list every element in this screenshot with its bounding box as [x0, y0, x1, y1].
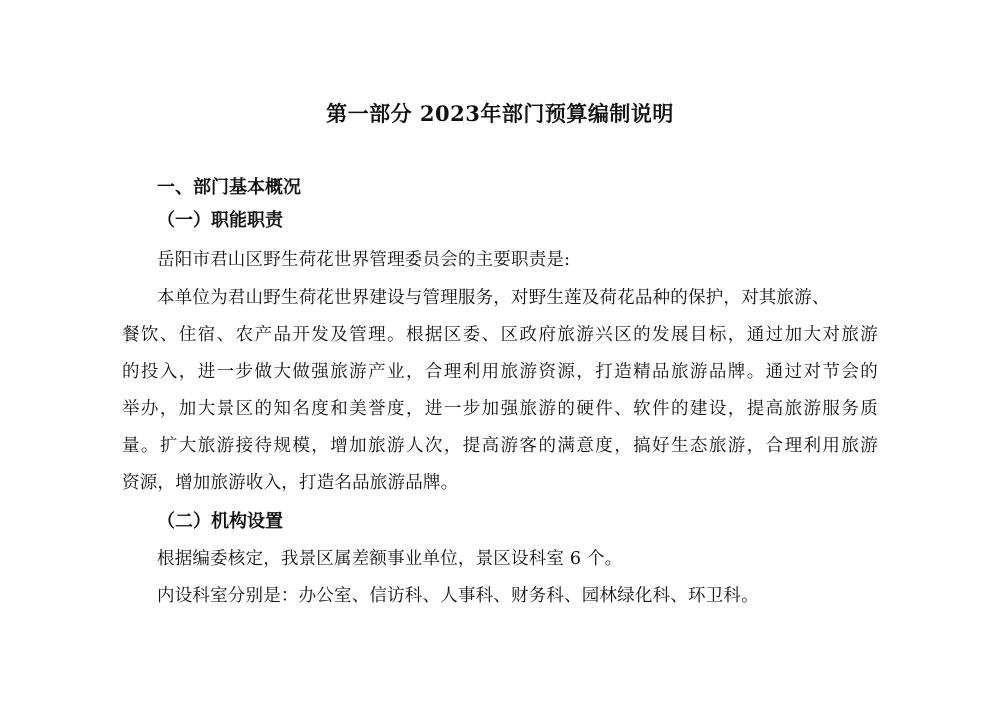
duties-paragraph-line: 举办，加大景区的知名度和美誉度，进一步加强旅游的硬件、软件的建设，提高旅游服务质: [122, 399, 878, 419]
duties-paragraph-line: 的投入，进一步做大做强旅游产业，合理利用旅游资源，打造精品旅游品牌。通过对节会的: [122, 362, 878, 382]
organization-line: 内设科室分别是：办公室、信访科、人事科、财务科、园林绿化科、环卫科。: [157, 586, 759, 606]
subsection-heading-organization: （二）机构设置: [157, 511, 283, 532]
duties-intro: 岳阳市君山区野生荷花世界管理委员会的主要职责是:: [157, 250, 571, 270]
duties-paragraph-line: 资源，增加旅游收入，打造名品旅游品牌。: [122, 473, 459, 493]
duties-paragraph-line: 餐饮、住宿、农产品开发及管理。根据区委、区政府旅游兴区的发展目标，通过加大对旅游: [122, 325, 878, 345]
duties-paragraph-line: 量。扩大旅游接待规模，增加旅游人次，提高游客的满意度，搞好生态旅游，合理利用旅游: [122, 436, 878, 456]
organization-line: 根据编委核定，我景区属差额事业单位，景区设科室 6 个。: [157, 549, 623, 569]
duties-paragraph-line: 本单位为君山野生荷花世界建设与管理服务，对野生莲及荷花品种的保护，对其旅游、: [157, 288, 830, 308]
subsection-heading-duties: （一）职能职责: [157, 210, 283, 231]
section-heading-basic-overview: 一、部门基本概况: [157, 177, 301, 198]
page-title: 第一部分 2023年部门预算编制说明: [326, 101, 674, 126]
